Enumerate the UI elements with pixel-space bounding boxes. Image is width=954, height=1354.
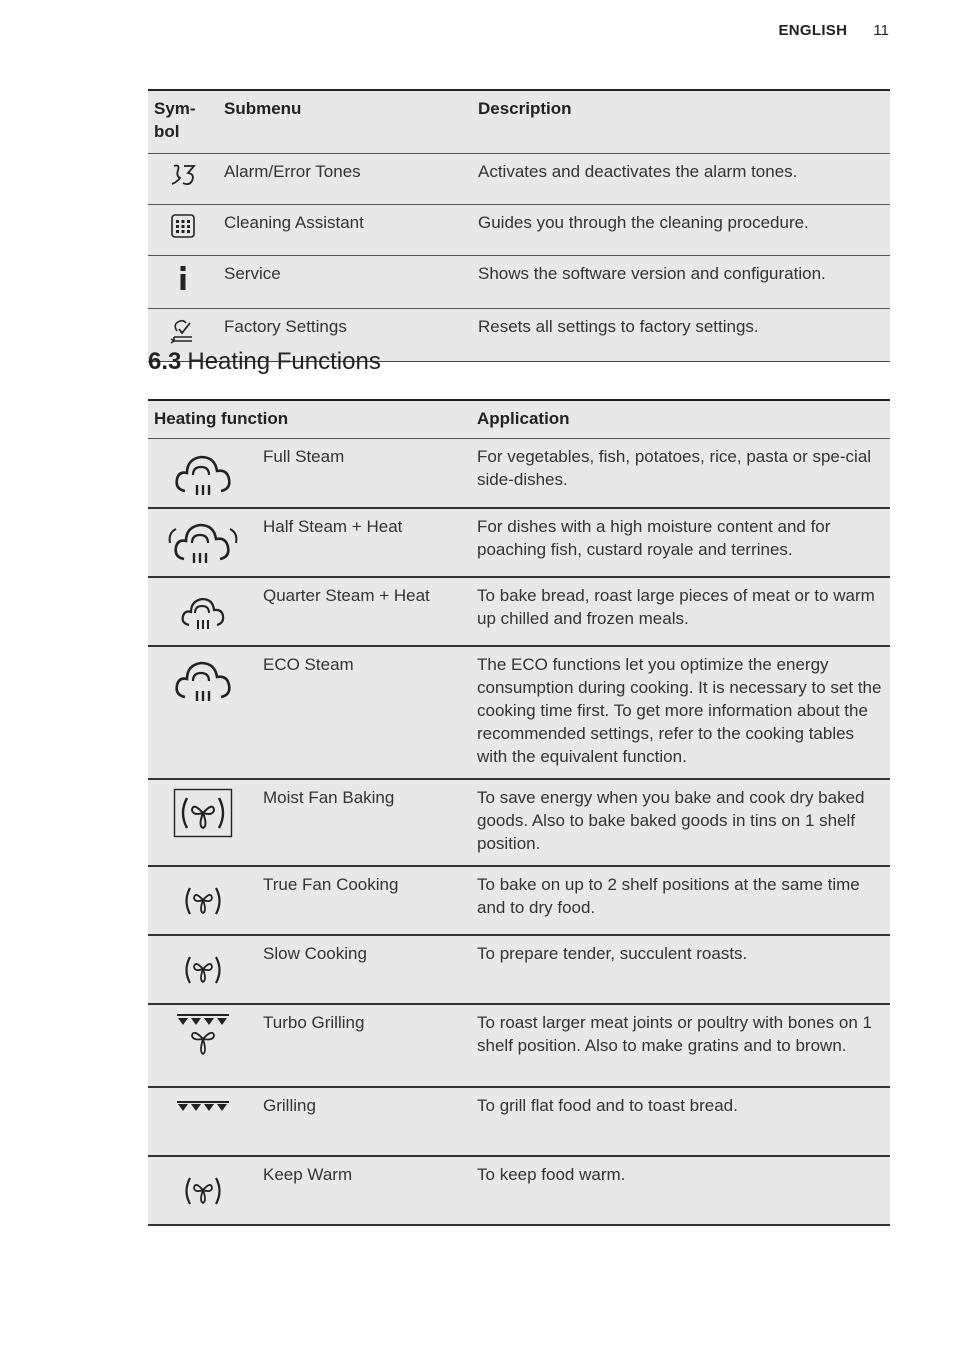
- icon-cell: [148, 577, 257, 646]
- table-row: [148, 508, 890, 577]
- function-name: Quarter Steam + Heat: [257, 577, 471, 646]
- icon-cell: [148, 1156, 257, 1225]
- submenu-name: Service: [218, 256, 472, 309]
- icon-cell: [148, 779, 257, 866]
- table-row: [148, 646, 890, 779]
- section-number: 6.3: [148, 348, 182, 375]
- table-row: [148, 1087, 890, 1156]
- function-application: To prepare tender, succulent roasts.: [471, 935, 890, 1004]
- cleaning-assistant-icon: [170, 213, 196, 239]
- moist-fan-baking-icon: [173, 788, 233, 838]
- full-steam-icon: [171, 449, 235, 499]
- function-name: Slow Cooking: [257, 935, 471, 1004]
- col-header-heating-function: Heating function: [148, 400, 471, 439]
- table-row: [148, 866, 890, 935]
- symbol-cell: [148, 154, 218, 205]
- function-name: True Fan Cooking: [257, 866, 471, 935]
- function-application: For vegetables, fish, potatoes, rice, pasta or spe-cial side-dishes.: [471, 439, 890, 508]
- language-label: ENGLISH: [778, 22, 848, 39]
- icon-cell: [148, 935, 257, 1004]
- function-name: ECO Steam: [257, 646, 471, 779]
- keep-warm-icon: [181, 1173, 225, 1209]
- half-steam-heat-icon: [166, 517, 240, 569]
- true-fan-cooking-icon: [181, 883, 225, 919]
- col-header-description: Description: [472, 90, 890, 154]
- function-application: To keep food warm.: [471, 1156, 890, 1225]
- function-application: For dishes with a high moisture content and for poaching fish, custard royale and terrines.: [471, 508, 890, 577]
- function-name: Full Steam: [257, 439, 471, 508]
- eco-steam-icon: [171, 655, 235, 705]
- submenu-description: Guides you through the cleaning procedure.: [472, 205, 890, 256]
- submenu-description: Resets all settings to factory settings.: [472, 309, 890, 362]
- heating-functions-table: [148, 399, 890, 1226]
- col-header-application: Application: [471, 400, 890, 439]
- table-row: [148, 154, 890, 205]
- function-application: To bake bread, roast large pieces of meat or to warm up chilled and frozen meals.: [471, 577, 890, 646]
- function-name: Moist Fan Baking: [257, 779, 471, 866]
- function-name: Half Steam + Heat: [257, 508, 471, 577]
- section-title: [148, 348, 381, 376]
- page-header: [778, 22, 889, 39]
- submenu-description: Activates and deactivates the alarm tones.: [472, 154, 890, 205]
- grilling-icon: [175, 1100, 231, 1114]
- alarm-tones-icon: [169, 162, 197, 188]
- submenu-description: Shows the software version and configuration.: [472, 256, 890, 309]
- table-row: [148, 1004, 890, 1087]
- function-application: To bake on up to 2 shelf positions at the same time and to dry food.: [471, 866, 890, 935]
- col-header-symbol: Sym- bol: [148, 90, 218, 154]
- turbo-grilling-icon: [175, 1013, 231, 1057]
- icon-cell: [148, 1004, 257, 1087]
- table-row: [148, 935, 890, 1004]
- submenu-name: Alarm/Error Tones: [218, 154, 472, 205]
- section-title-text: Heating Functions: [187, 348, 381, 375]
- symbol-cell: [148, 256, 218, 309]
- function-application: To grill flat food and to toast bread.: [471, 1087, 890, 1156]
- function-application: To save energy when you bake and cook dry baked goods. Also to bake baked goods in tins on 1 shelf position.: [471, 779, 890, 866]
- info-icon: [173, 264, 193, 292]
- submenu-name: Factory Settings: [218, 309, 472, 362]
- table-row: [148, 205, 890, 256]
- table-row: [148, 1156, 890, 1225]
- quarter-steam-heat-icon: [178, 592, 228, 632]
- slow-cooking-icon: [181, 952, 225, 988]
- icon-cell: [148, 1087, 257, 1156]
- page-number: 11: [873, 22, 889, 39]
- submenu-table: [148, 89, 890, 362]
- icon-cell: [148, 866, 257, 935]
- table-row: [148, 779, 890, 866]
- icon-cell: [148, 439, 257, 508]
- icon-cell: [148, 646, 257, 779]
- function-application: The ECO functions let you optimize the energy consumption during cooking. It is necessary to set the cooking time first. To get more information about the recommended settings, refer to the cooking tables with the equivalent function.: [471, 646, 890, 779]
- submenu-name: Cleaning Assistant: [218, 205, 472, 256]
- table-row: [148, 577, 890, 646]
- function-name: Keep Warm: [257, 1156, 471, 1225]
- col-header-submenu: Submenu: [218, 90, 472, 154]
- table-row: [148, 256, 890, 309]
- function-application: To roast larger meat joints or poultry with bones on 1 shelf position. Also to make gratins and to brown.: [471, 1004, 890, 1087]
- factory-settings-icon: [170, 317, 196, 345]
- icon-cell: [148, 508, 257, 577]
- function-name: Turbo Grilling: [257, 1004, 471, 1087]
- table-row: [148, 439, 890, 508]
- function-name: Grilling: [257, 1087, 471, 1156]
- symbol-cell: [148, 205, 218, 256]
